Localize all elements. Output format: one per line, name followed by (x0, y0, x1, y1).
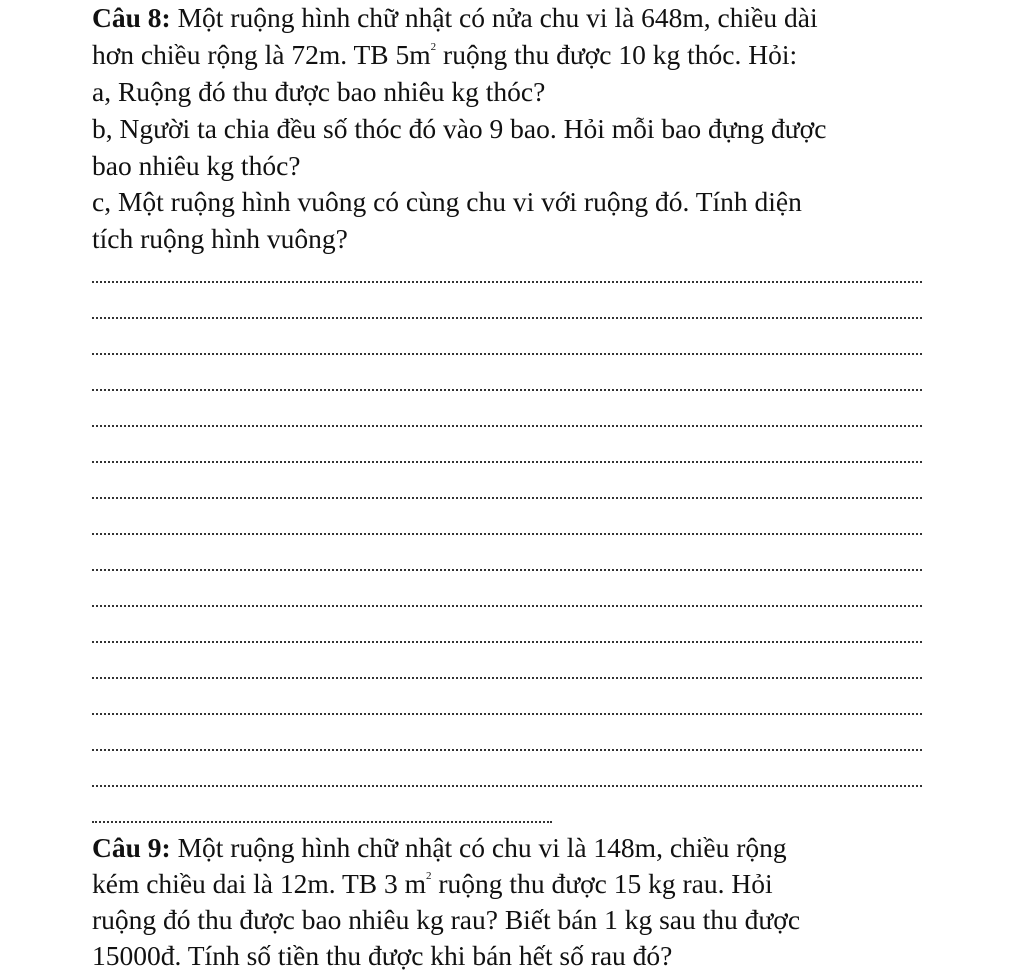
answer-line-7[interactable] (92, 497, 922, 499)
answer-line-12[interactable] (92, 677, 922, 679)
q8-label: Câu 8: (92, 2, 171, 33)
q8-part-b: b, Người ta chia đều số thóc đó vào 9 bao. Hỏi mỗi bao đựng được (92, 113, 827, 144)
q8-line-1-text: Một ruộng hình chữ nhật có nửa chu vi là 648m, chiều dài (177, 2, 818, 33)
q9-label: Câu 9: (92, 832, 171, 863)
q9-line-2-post: ruộng thu được 15 kg rau. Hỏi (438, 868, 773, 899)
q9-line-4: 15000đ. Tính số tiền thu được khi bán hết số rau đó? (92, 940, 673, 971)
q9-line-1 (92, 830, 787, 866)
q8-part-b-cont: bao nhiêu kg thóc? (92, 150, 301, 181)
answer-line-14[interactable] (92, 749, 922, 751)
answer-line-8[interactable] (92, 533, 922, 535)
answer-line-6[interactable] (92, 461, 922, 463)
answer-line-15[interactable] (92, 785, 922, 787)
answer-line-3[interactable] (92, 353, 922, 355)
q8-line-2-pre: hơn chiều rộng là 72m. TB 5m (92, 39, 431, 70)
q8-line-2 (92, 37, 797, 73)
answer-line-9[interactable] (92, 569, 922, 571)
q8-part-a: a, Ruộng đó thu được bao nhiêu kg thóc? (92, 76, 546, 107)
q8-part-c: c, Một ruộng hình vuông có cùng chu vi với ruộng đó. Tính diện (92, 186, 802, 217)
answer-line-5[interactable] (92, 425, 922, 427)
q9-line-2 (92, 866, 773, 902)
answer-line-11[interactable] (92, 641, 922, 643)
q8-superscript: 2 (430, 41, 437, 53)
q9-line-1-text: Một ruộng hình chữ nhật có chu vi là 148m, chiều rộng (177, 832, 787, 863)
q9-superscript: 2 (426, 870, 432, 882)
answer-line-13[interactable] (92, 713, 922, 715)
answer-line-16[interactable] (92, 821, 552, 823)
answer-line-1[interactable] (92, 281, 922, 283)
answer-line-4[interactable] (92, 389, 922, 391)
answer-line-2[interactable] (92, 317, 922, 319)
answer-line-10[interactable] (92, 605, 922, 607)
q8-line-1 (92, 0, 818, 36)
q8-line-2-post: ruộng thu được 10 kg thóc. Hỏi: (443, 39, 798, 70)
q9-line-3: ruộng đó thu được bao nhiêu kg rau? Biết bán 1 kg sau thu được (92, 904, 801, 935)
q8-part-c-cont: tích ruộng hình vuông? (92, 223, 348, 254)
q9-line-2-pre: kém chiều dai là 12m. TB 3 m (92, 868, 427, 899)
